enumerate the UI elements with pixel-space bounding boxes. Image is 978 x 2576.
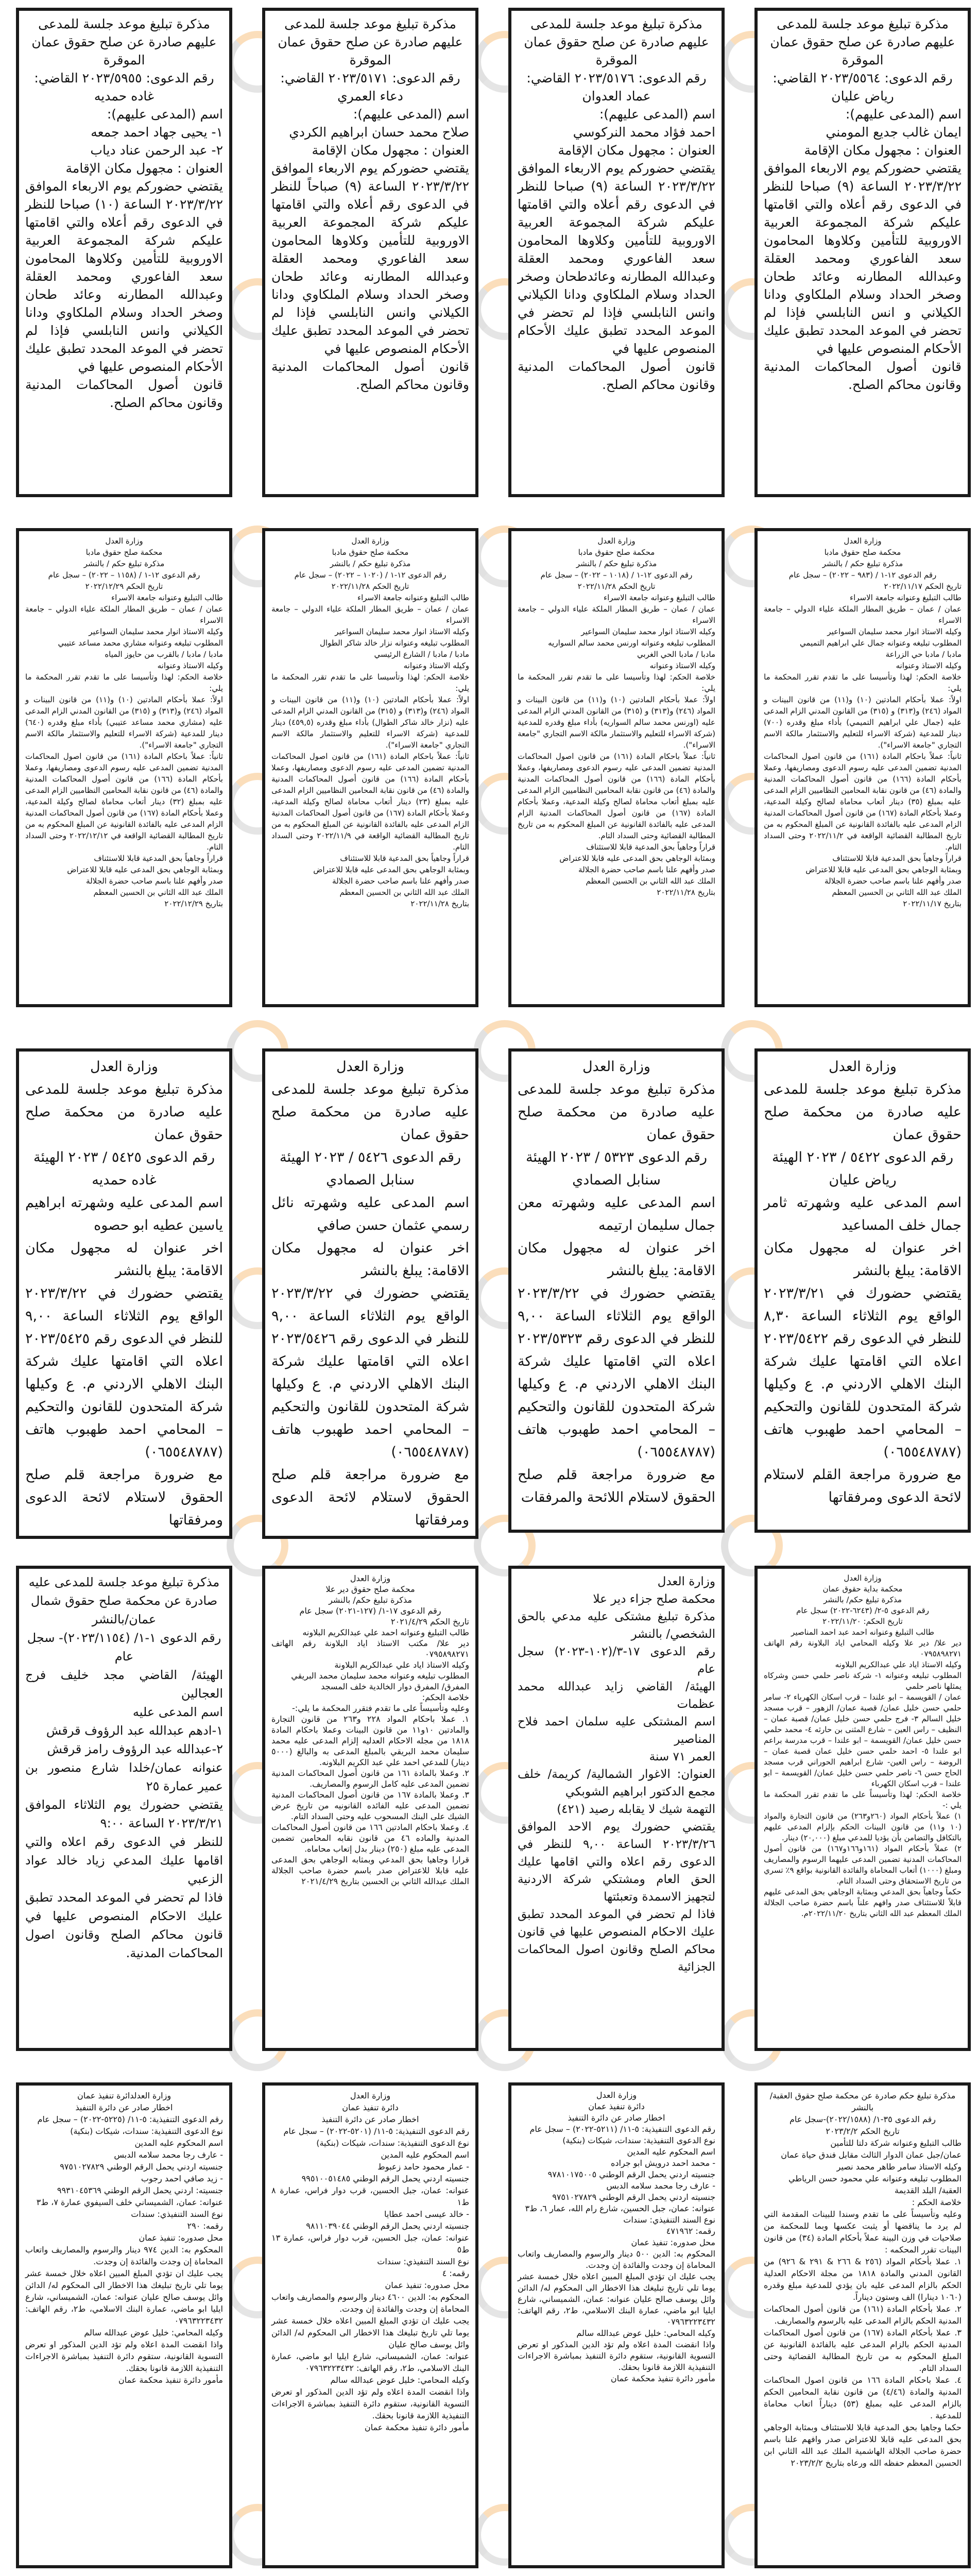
notice-heading-line: رياض عليان [829, 1172, 897, 1188]
notice-text-line: - عارف رجا محمد سلامه الدبس [114, 2150, 223, 2160]
notice-text-line: صدر وأفهم علنا باسم صاحب حضرة الجلالة [578, 865, 715, 874]
notice-text-line: اسم المحكوم عليه المدين [627, 2147, 715, 2157]
notice-text-line: عمان / عمان – طريق المطار الملكة علياء الدولي – جامعة الاسراء [518, 604, 715, 625]
notice-text-line: - عارف رجا محمد سلامه الدبس [606, 2181, 715, 2191]
notice-text-line: مذكرة تبليغ موعد جلسة للمدعى عليه صادرة من محكمة صلح حقوق عمان [25, 1081, 223, 1143]
notice-heading-line: مذكرة تبليغ حكم/ بالنشر [329, 1595, 412, 1605]
notice-text-line: مادبا / مادبا الحي الغربي [637, 650, 715, 659]
notice-text-line: قرارا وجاهيا بحق المدعي وبمثابه الوجاهي بحق المدعى عليه قابلا للاعتراض صدر باسم حضرة صاحب الجلالة الملك عبدالله الثاني بن الحسين بتاريخ ٢٠٢١/٤/٢٩ [271, 1855, 469, 1886]
notice-text-line: اخر عنوان له مجهول مكان الاقامة: يبلغ بالنشر [764, 1240, 962, 1279]
notice-text-line: يقتضي حضوركم يوم الاربعاء الموافق ٢٠٢٣/٣/٢٢ الساعة (٩) صباحا للنظر في الدعوى رقم أعلاه والتي اقامتها عليكم شركة المجموعة العربية الاوروبية للتأمين وكلاوها المحامون سعد الفاعوري ومحمد العقلة وعبدالله المطارنه وعائدطحان وصخر الحداد وسلام الملكاوي ودانا الكيلاني وانس النابلسي فإذا لم تحضر في الموعد المحدد تطبق عليك الأحكام المنصوص عليها في [518, 161, 715, 356]
legal-notice [508, 1048, 725, 1533]
notice-text-line: عنوانه: عمان، جبل الحسين، قرب دوار فراس، عمارة ٨ ط١ [271, 2185, 469, 2207]
notice-text-line: وكيله المحامي: خليل عوض عبدالله سالم [84, 2328, 223, 2337]
notice-text-line: عمان / عمان – طريق المطار الملكة علياء الدولي – جامعة الاسراء [764, 604, 962, 625]
notice-text-line: جنسيته اردني يحمل الرقم الوطني ٩٧٨١٠١٧٥٠٠٥ [547, 2170, 715, 2179]
notice-heading-line: رقم الدعوى: ٢٠٢٣/٥٩٥٥ القاضي: غاده حمديه [34, 71, 214, 104]
notice-heading-line: رقم الدعوى ١٢-١ / (١١٥٨ – ٢٠٢٢) – سجل عام [48, 570, 200, 580]
legal-notice [754, 8, 971, 497]
notice-heading-line: محكمة صلح حقوق مادبا [332, 548, 409, 557]
notice-text-line: طالب التبليغ وعنوانه جامعة الاسراء [850, 593, 962, 602]
notice-text-line: ٤. عملا باحكام المادة ١٦٦ من قانون اصول المحاكمات المدنية والمادة (٤/٤٦) من قانون نقابة المحامين الحكم بالزام المدعى عليه بمبلغ (٥٣) ديناراً اتعاب محاماة للمدعية . [764, 2375, 962, 2420]
notice-text-line: - عمار محمود حامد زعبوط [378, 2162, 469, 2172]
notice-text-line: اولاً: عملا بأحكام المادتين (١٠) و(١١) من قانون البينات و المواد (٢٤٦) و(٣١٣) و (٣١٥) من القانون المدني الزام المدعى عليه (نزار خالد شاكر الطوال) بأداء مبلغ وقدره (٤٥٩,٥) دينار للمدعية (شركة الاسراء للتعليم والاستثمار مالكة الاسم التجاري "جامعة الاسراء"). [271, 695, 469, 750]
notice-text-line: وكيله الاستاذ اياد علي عبدالكريم البلاونه [835, 1660, 962, 1669]
notice-text-line: يجب عليك ان تؤدي المبلغ المبين اعلاه خلال خمسة عشر يوما تلي تاريخ تبليغك هذا الاخطار الى المحكوم له/ الدائن وائل يوسف صالح عليان عنوانه: عمان، الشميساني، شارع ايليا ابو ماضي، عمارة البنك الاسلامي، ط٢، رقم الهاتف: ٠٧٩٦٣٢٢٣٤٣٢ [25, 2268, 223, 2326]
notice-text-line: اسم المشتكى عليه سلمان احمد فلاح المناصير [518, 1715, 715, 1746]
notice-text-line: نوع الدعوى التنفيذية: سندات، شيكات (بنكية) [562, 2136, 715, 2145]
notice-text-line: المطلوب تبليغه وعنوانه مشاري محمد مساعد عتيبي [58, 638, 223, 648]
notice-heading-line: مذكرة تبليغ حكم / بالنشر [822, 559, 903, 568]
notice-text-line: الملك عبد الله الثاني بن الحسين المعظم [339, 888, 469, 897]
notice-text-line: قراراً وجاهياً بحق المدعية قابلا للاستئناف [832, 854, 962, 863]
notice-text-line: عمان / عمان – طريق المطار الملكة علياء الدولي – جامعة الاسراء [271, 604, 469, 625]
notice-text-line: جنسيته اردني يحمل الرقم الوطني ٩٨١١٠٣٩٠٤٤ [306, 2221, 469, 2231]
notice-text-line: وكيله الاستاذ انوار محمد سليمان السواعير [89, 627, 223, 636]
notice-heading-line: محكمة صلح حقوق مادبا [85, 548, 163, 557]
legal-notice [754, 2082, 971, 2568]
notice-text-line: قراراً وجاهياً بحق المدعية قابلا للاستئناف [586, 842, 715, 852]
notice-text-line: ١- يحيى جهاد احمد جمعه [91, 125, 223, 140]
notice-text-line: وكيله الاستاذ انوار محمد سليمان السواعير [827, 627, 962, 636]
notice-heading-line: مذكرة تبليغ موعد جلسة للمدعى عليهم صادرة عن صلح حقوق عمان الموقرة [524, 16, 709, 67]
legal-notice [754, 1566, 971, 2051]
notice-text-line: وكيله المحامي: خليل عوض عبدالله سالم [576, 2328, 715, 2338]
legal-notice [16, 1048, 232, 1539]
notice-text-line: مع ضرورة مراجعة قلم صلح الحقوق لاستلام لائحة الدعوى ومرفقاتها [25, 1467, 223, 1528]
notice-text-line: مع ضرورة مراجعة القلم لاستلام لائحة الدعوى ومرفقاتها [764, 1467, 962, 1505]
notice-heading-line: اخطار صادر عن دائرة التنفيذ [568, 2113, 665, 2123]
notice-text-line: احمد فؤاد محمد النركوسي [573, 125, 715, 140]
notice-heading-line: وزارة العدل [844, 536, 882, 546]
legal-notice [508, 528, 725, 1007]
notice-heading-line: رقم الدعوى ٥-٢/ (٦٢٤٣-٢٠٢٢) سجل عام [796, 1606, 929, 1615]
legal-notice [508, 8, 725, 497]
notice-text-line: عمان/جبل عمان الدوار الثالث مقابل فندق حياة عمان [781, 2150, 962, 2160]
notice-text-line: اولاً: عملا بأحكام المادتين (١٠) و(١١) من قانون البينات و المواد (٢٤٦) و(٣١٣) و (٣١٥) من القانون المدني الزام المدعى عليه (مشاري محمد مساعد عتيبي) بأداء مبلغ وقدره (٦٤٠) دينار للمدعية (شركة الاسراء للتعليم والاستثمار مالكة الاسم التجاري "جامعة الاسراء"). [25, 695, 223, 750]
notice-text-line: طالب التبليغ وعنوانه جامعة الاسراء [357, 593, 469, 602]
notice-heading-line: رقم الدعوى ٥٣٢٣ / ٢٠٢٣ الهيئة [526, 1149, 707, 1165]
notice-text-line: يقتضي حضورك في ٢٠٢٣/٣/٢٢ الواقع يوم الثلاثاء الساعة ٩,٠٠ للنظر في الدعوى رقم ٢٠٢٣/٥٤٢٥ اعلاه التي اقامتها عليك شركة البنك الاهلي الاردني م. ع وكيلها شركة المتحدون للقانون والتحكيم – المحامي احمد طهبوب هاتف (٠٦٥٥٤٨٧٨٧) [25, 1285, 223, 1460]
notice-text-line: واذا انقضت المدة اعلاه ولم تؤد الدين المذكور او تعرض التسوية القانونية، ستقوم دائرة التنفيذ بمباشرة الاجراءات التنفيذية اللازمة قانونا بحقك. [271, 2387, 469, 2420]
legal-notice [262, 1566, 478, 2051]
notice-heading-line: وزارة العدل [582, 1059, 650, 1075]
notice-text-line: رقم الدعوى التنفيذية: ٥-١١/ (٥٢٢٥-٢٠٢٢) – سجل عام [37, 2114, 223, 2124]
notice-text-line: المحكوم به: الدين ٥٠٠ دينار والرسوم والمصاريف واتعاب المحاماة إن وجدت والفائدة إن وجدت. [518, 2249, 715, 2270]
notice-text-line: مأمور دائرة تنفيذ محكمة عمان [118, 2375, 223, 2385]
notice-text-line: وكيله الاستاذ وعنوانه [649, 661, 715, 670]
notice-text-line: مأمور دائرة تنفيذ محكمة عمان [610, 2374, 715, 2383]
notice-text-line: المطلوب تبليغه وعنوانه ١- شركة ناصر حلمي حسن وشركاه يمثلها ناصر حلمي [764, 1671, 962, 1691]
notice-heading-line: رقم الدعوى: ٢٠٢٣/٥١٧١ القاضي: دعاء العمري [280, 71, 460, 104]
notice-text-line: مذكرة تبليغ موعد جلسة للمدعى عليه صادرة من محكمة صلح حقوق عمان [764, 1081, 962, 1143]
notice-heading-line: رقم الدعوى ١٧-١/ (١٢٧-٢٠٢١) سجل عام [299, 1606, 441, 1616]
notice-text-line: بتاريخ ٢٠٢٢/١١/١٧ [903, 899, 962, 908]
notice-text-line: يقتضي حضوركم يوم الاربعاء الموافق ٢٠٢٣/٣/٢٢ الساعة (٩) صباحاً للنظر في الدعوى رقم أعلاه والتي اقامتها عليكم شركة المجموعة العربية الاوروبية للتأمين وكلاوها المحامون سعد الفاعوري ومحمد العقلة وعبدالله المطارنه وعائد طحان وصخر الحداد وسلام الملكاوي ودانا الكيلاني وانس النابلسي فإذا لم تحضر في الموعد المحدد تطبق عليك الأحكام المنصوص عليها في [271, 161, 469, 356]
notice-text-line: العنوان : مجهول مكان الإقامة [65, 161, 223, 176]
notice-text-line: جنسيته: اردني يحمل الرقم الوطني ٩٩٣١٠٤٥٣٦٩ [57, 2185, 223, 2195]
notice-heading-line: مذكرة تبليغ موعد جلسة للمدعى عليهم صادرة عن صلح حقوق عمان الموقرة [31, 16, 217, 67]
notice-heading-line: محكمة بداية حقوق عمان [822, 1584, 903, 1594]
notice-text-line: وكيله الاستاذ سامر طاهر محمد نصير [836, 2162, 962, 2172]
notice-text-line: ١) عملاً بأحكام المواد (٢٦٠و٢٦٣) من قانون التجارة والمواد (١٠ و١١) من قانون البينات الحكم بإلزام المدعى عليهم بالتكافل والتضامن بأن يؤديا للمدعي مبلغ (٢٠,٠٠٠) دينار. [764, 1811, 962, 1842]
notice-text-line: ٢) عملاً بأحكام المواد (١٦١و١٦٦و١٦٧) من قانون أصول المحاكمات المدنية تضمين المدعى عليهما الرسوم والمصاريف ومبلغ (١٠٠٠) أتعاب المحاماة والفائدة القانونية بواقع ٩٪ تسري من تاريخ الاستحقاق وحتى السداد التام. [764, 1844, 962, 1886]
notice-text-line: وبمثابة الوجاهي بحق المدعى عليه قابلا للاعتراض [67, 865, 223, 874]
notice-text-line: صدر وأفهم علنا باسم صاحب حضرة الجلالة [825, 876, 962, 886]
notice-heading-line: اخطار صادر عن دائرة التنفيذ [75, 2103, 173, 2112]
notice-text-line: محل صدوره: تنفيذ عمان [385, 2280, 469, 2290]
notice-text-line: عنوانه: عمان، الشميساني، شارع ايليا ابو ماضي، عمارة البنك الاسلامي، ط٢، رقم الهاتف: ٠٧٩٦٣٢٢٣٤٣٢ [271, 2351, 469, 2373]
notice-heading-line: وزارة العدل [350, 1573, 391, 1583]
legal-notice [754, 528, 971, 1007]
notice-text-line: رقمه: ٤٧١٩٦٢ [666, 2226, 715, 2236]
notice-heading-line: رقم الدعوى ٥٤٢٦ / ٢٠٢٣ الهيئة [280, 1149, 461, 1165]
notice-text-line: الملك عبد الله الثاني بن الحسين المعظم [832, 888, 962, 897]
notice-heading-line: اخطار صادر عن دائرة التنفيذ [321, 2114, 419, 2124]
notice-text-line: قراراً وجاهياً بحق المدعية قابلا للاستئناف [340, 854, 469, 863]
notice-text-line: نوع السند التنفيذي: سندات [377, 2257, 469, 2266]
notice-text-line: عنوانه عمان/خلدا شارع منصور بن عمير عمارة ٢٥ [25, 1760, 223, 1793]
notice-text-line: اخر عنوان له مجهول مكان الاقامة: يبلغ بالنشر [518, 1240, 715, 1279]
notice-heading-line: وزارة العدلدائرة تنفيذ عمان [77, 2091, 171, 2100]
legal-notice [16, 2082, 232, 2568]
notice-text-line: مذكرة تبليغ موعد جلسة للمدعى عليه صادرة من محكمة صلح حقوق عمان [271, 1081, 469, 1143]
notice-text-line: عنوانه: عمان، الشميساني خلف السيفوي عمارة ٧، ط٣ [36, 2197, 223, 2207]
notice-text-line: العنوان : مجهول مكان الإقامة [312, 143, 469, 158]
notice-text-line: طالب التبليغ وعنوانه احمد علي عبدالكريم البلاونه [302, 1628, 469, 1637]
notice-heading-line: محكمة صلح حقوق مادبا [578, 548, 655, 557]
notice-text-line: اولاً: عملا بأحكام المادتين (١٠) و(١١) من قانون البينات و المواد (٢٤٦) و(٣١٣) و (٣١٥) من القانون المدني الزام المدعى عليه (جمال علي ابراهيم التميمي) بأداء مبلغ وقدره (٧٠٠) دينار للمدعية (شركة الاسراء للتعليم والاستثمار مالكة الاسم التجاري "جامعة الاسراء"). [764, 695, 962, 750]
notice-text-line: خلاصة الحكم: لهذا وتأسيسا على ما تقدم تقرر المحكمة ما يلي: [25, 672, 223, 693]
notice-text-line: مذكرة تبليغ مشتكى عليه مدعي بالحق الشخصي/ بالنشر [518, 1610, 715, 1641]
notice-heading-line: رقم الدعوى ١٢-١ / (١٠٢٠ – ٢٠٢٢) – سجل عام [294, 570, 447, 580]
notice-text-line: وكيله الاستاذ اياد علي عبدالكريم البلاونة [334, 1660, 469, 1670]
notice-text-line: تاريخ الحكم ٢٠٢٢/١١/١٧ [884, 582, 962, 591]
notice-text-line: وزارة العدل [657, 1575, 715, 1588]
notice-text-line: حكما وجاهيا بحق المدعية قابلا للاستئناف وبمثابة الوجاهي بحق المدعى عليه قابلا للاعتراض صدر وافهم علنا باسم حضرة صاحب الجلالة الهاشمية الملك عبد الله الثاني ابن الحسين المعظم حفظه الله ورعاه بتاريخ ٢٠٢٣/٢/٢ [764, 2422, 962, 2468]
notice-text-line: ٢. عملا بأحكام المادة (١٦١) من قانون أصول المحاكمات المدنية الحكم بالزام المدعى عليه بالرسوم والمصاريف. [764, 2304, 962, 2326]
notice-text-line: خلاصة الحكم: [422, 1692, 469, 1702]
notice-heading-line: محكمة صلح حقوق مادبا [824, 548, 901, 557]
notice-text-line: المطلوب تبليغه وعنوانه نزار خالد شاكر الطوال [319, 638, 469, 648]
notice-heading-line: رقم الدعوى ٣٥-١/ (٢٠٢٢/١٥٨٨)-سجل عام [790, 2114, 936, 2124]
notice-text-line: خلاصة الحكم: لهذا وتأسيساً على ما تقدم تقرر المحكمة ما يلي :- [764, 1790, 962, 1810]
notice-heading-line: رقم الدعوى ١٢-١ / (١٠١٨ – ٢٠٢٢) – سجل عام [540, 570, 693, 580]
notice-text-line: وبمثابة الوجاهي بحق المدعى عليه قابلا للاعتراض [805, 865, 962, 874]
notice-text-line: وكيله المحامي: خليل عوض عبدالله سالم [330, 2375, 469, 2385]
notice-text-line: يقتضي حضورك يوم الثلاثاء الموافق ٢٠٢٣/٣/٢١ الساعة ٩:٠٠ [25, 1798, 223, 1831]
notice-text-line: المطلوب تبليغه وعنوانه جمال علي ابراهيم التميمي [799, 638, 962, 648]
notice-text-line: ثانياً: عملاً باحكام المادة (١٦١) من قانون اصول المحاكمات المدنية تضمين المدعى عليه رسوم الدعوى ومصاريفها، وعملا بأحكام المادة (١٦٦) من قانون أصول المحاكمات المدنية والمادة (٤٦) من قانون نقابة المحامين النظاميين الزام المدعى عليه بمبلغ (٣٥) دينار أتعاب محاماة لصالح وكيلة المدعية، وعملا بأحكام المادة (١٦٧) من قانون أصول المحاكمات المدنية الزام المدعى عليه بالفائدة القانونية عن المبلغ المحكوم به من تاريخ المطالبة القضائية الواقعة في ٢٠٢٢/١١/٢ وحتى السداد التام. [764, 752, 962, 852]
notice-text-line: المحكوم به: الدين ٤٦٠٠ دينار والرسوم والمصاريف واتعاب المحاماة إن وجدت والفائدة إن وجدت. [271, 2292, 470, 2314]
notice-heading-line: رقم الدعوى: ٢٠٢٣/٥٥٦٤ القاضي: رياض عليان [773, 71, 953, 104]
notice-text-line: المحكوم به: الدين ٩٧٤ دينار والرسوم والمصاريف واتعاب المحاماة إن وجدت والفائدة إن وجدت. [25, 2245, 223, 2266]
notice-text-line: اسم المدعى عليه [132, 1705, 223, 1719]
notice-text-line: وكيله الاستاذ وعنوانه [157, 661, 223, 670]
notice-text-line: ١-ادهم عبدالله عبد الرؤوف قرقش [46, 1723, 223, 1738]
notice-text-line: مع ضرورة مراجعة قلم صلح الحقوق لاستلام اللائحة والمرفقات [518, 1467, 715, 1505]
notice-text-line: عمان / القويسمة – ابو علندا – قرب اسكان الكهرباء ٢- سامر حلمي حسن خليل عمان/ قصبة عمان/ الزهور – قرب مسجد خليل السالم ٣- فرج حلمي حسن خليل عمان/ قصبة عمان – النظيف – راس العين – شارع المثنى بن حارثه ٤- محمد حلمي حسن خليل عمان/ القويسمة – ابو علندا – قرب مدرسة براعم ابو علندا ٥- احمد حلمي حسن خليل عمان قصبة عمان – الروضة – راس العين- شارع ابراهيم الحوراني قرب مسجد الحاج حسن ٦- ناصر حلمي حسن خليل عمان/ القويسمة – ابو علندا – قرب اسكان الكهرباء [764, 1692, 962, 1788]
notice-text-line: العنوان : مجهول مكان الإقامة [558, 143, 715, 158]
notice-heading-line: وزارة العدل [105, 536, 143, 546]
notice-text-line: مادبا / مادبا / الشارع الرئيسي [374, 650, 469, 659]
notice-text-line: خلاصة الحكم : [912, 2197, 962, 2207]
notice-text-line: حكماً وجاهياً بحق المدعي وبمثابة الوجاهي بحق المدعى عليهم قابلاً للاستئناف صدر وافهم علناً باسم حضرة صاحب الجلالة الملك المعظم عبد الله الثاني بتاريخ ٢٠٢٢/١١/٢٠م. [764, 1887, 962, 1918]
notice-heading-line: مذكرة تبليغ موعد جلسة للمدعى عليهم صادرة عن صلح حقوق عمان الموقرة [278, 16, 463, 67]
notice-text-line: ثانياً: عملاً باحكام المادة (١٦١) من قانون اصول المحاكمات المدنية تضمين المدعى عليه رسوم الدعوى ومصاريفها، وعملا بأحكام المادة (١٦٦) من قانون أصول المحاكمات المدنية والمادة (٤٦) من قانون نقابة المحامين النظاميين الزام المدعى عليه بمبلغ (٢٣) دينار أتعاب محاماة لصالح وكيلة المدعية، وعملا بأحكام المادة (١٦٧) من قانون أصول المحاكمات المدنية الزام المدعى عليه بالفائدة القانونية عن المبلغ المحكوم به من تاريخ المطالبة القضائية الواقعة في ٢٠٢٢/١١/٩ وحتى السداد التام. [271, 752, 470, 852]
notice-text-line: نوع الدعوى التنفيذية: سندات، شيكات (بنكية) [70, 2126, 223, 2136]
notice-heading-line: مذكرة تبليغ حكم / بالنشر [576, 559, 657, 568]
notice-text-line: واذا انقضت المدة اعلاه ولم تؤد الدين المذكور او تعرض التسوية القانونية، ستقوم دائرة التنفيذ بمباشرة الاجراءات التنفيذية اللازمة قانونا بحقك. [518, 2340, 715, 2372]
notice-text-line: ٢- عبد الرحمن عناد دياب [90, 143, 223, 158]
notice-heading-line: مذكرة تبليغ موعد جلسة للمدعى عليه صادرة عن محكمة صلح حقوق شمال عمان/بالنشر [28, 1575, 220, 1626]
legal-notice [16, 528, 232, 1007]
legal-notice [16, 8, 232, 497]
notice-text-line: قانون أصول المحاكمات المدنية وقانون محاكم الصلح. [25, 377, 223, 410]
notice-text-line: فاذا لم تحضر في الموعد المحدد تطبق عليك الاحكام المنصوص عليها في قانون محاكم الصلح وقانون اصول المحاكمات المدنية. [25, 1890, 223, 1960]
notice-text-line: العمر ٧١ سنة [649, 1750, 715, 1764]
notice-text-line: ٤. وعملا باحكام المادتين ١٦٦ من قانون أصول المحاكمات المدنية والماده ٤٦ من قانون نقابه المحامين تضمين المدعى عليه مبلغ (٢٥٠) دينار بدل إتعاب محاماه. [271, 1822, 470, 1854]
notice-text-line: محل صدوره: تنفيذ عمان [139, 2233, 223, 2243]
notice-heading-line: وزارة العدل [336, 1059, 404, 1075]
notice-text-line: - زيد صافي احمد رجوب [141, 2174, 223, 2183]
notice-heading-line: رقم الدعوى ٥٤٢٢ / ٢٠٢٣ الهيئة [772, 1149, 953, 1165]
notice-heading-line: وزارة العدل [351, 536, 389, 546]
notice-text-line: طالب التبليغ وعنوانه جامعة الاسراء [111, 593, 223, 602]
notice-text-line: نوع السند التنفيذي: سندات [623, 2215, 715, 2225]
notice-text-line: صلاح محمد حسان ابراهيم الكردي [289, 125, 469, 140]
notice-heading-line: وزارة العدل [350, 2091, 391, 2100]
notice-text-line: مادبا / مادبا / بالقرب من حايوز المياه [105, 650, 223, 659]
notice-text-line: صدر وأفهم علنا باسم صاحب حضرة الجلالة [86, 876, 223, 886]
legal-notice [16, 1566, 232, 2051]
notice-heading-line: طالب التبليغ وعنوانه احمد عبد احمد المناصير [791, 1628, 934, 1637]
notice-text-line: قراراً وجاهياً بحق المدعية قابلا للاستئناف [94, 854, 223, 863]
notice-text-line: مذكرة تبليغ موعد جلسة للمدعى عليه صادرة من محكمة صلح حقوق عمان [518, 1081, 715, 1143]
notice-text-line: مع ضرورة مراجعة قلم صلح الحقوق لاستلام لائحة الدعوى ومرفقاتها [271, 1467, 469, 1528]
notice-text-line: اسم (المدعى عليهم): [107, 107, 223, 122]
notice-heading-line: وزارة العدل [844, 1573, 882, 1583]
notice-heading-line: رقم الدعوى ٥٤٢٥ / ٢٠٢٣ الهيئة [33, 1149, 215, 1165]
notice-text-line: خلاصة الحكم: لهذا وتأسيسا على ما تقدم تقرر المحكمة ما يلي: [764, 672, 962, 693]
notice-heading-line: مذكرة تبليغ حكم / بالنشر [330, 559, 411, 568]
notice-text-line: طالب التبليغ وعنوانه جامعة الاسراء [604, 593, 715, 602]
notice-text-line: اخر عنوان له مجهول مكان الاقامة: يبلغ بالنشر [271, 1240, 469, 1279]
notice-text-line: اسم (المدعى عليهم): [845, 107, 962, 122]
notice-text-line: اسم المدعى عليه وشهرته معن جمال سليمان ارتيمه [518, 1195, 715, 1233]
notice-heading-line: تاريخ الحكم ٢٠٢٢/١١/٢٨ [577, 582, 656, 591]
notice-text-line: مادبا / مادبا حي الزراعة [885, 650, 962, 659]
notice-heading-line: وزارة العدل [829, 1059, 897, 1075]
notice-text-line: خلاصة الحكم: لهذا وتأسيسا على ما تقدم تقرر المحكمة ما يلي: [518, 672, 715, 693]
notice-text-line: دير علا/ دير علا وكيله المحامي اياد البلاونة رقم الهاتف ٠٧٩٥٨٩٨٢٧١ [764, 1638, 962, 1658]
notice-heading-line: تاريخ الحكم ٢٠٢٢/١١/٢٨ [331, 582, 409, 591]
notice-heading-line: مذكرة تبليغ حكم / بالنشر [83, 559, 165, 568]
notice-text-line: للنظر في الدعوى رقم اعلاه والتي اقامها عليك المدعي زياد خالد عواد الزعبي [25, 1835, 223, 1886]
notice-heading-line: تاريخ الحكم ٢٠٢٢/١٢/٢٩ [85, 582, 163, 591]
notice-text-line: العقبة/ البلد القديمة [894, 2185, 962, 2195]
notice-text-line: ٢-عبدالله عبد الرؤوف رامز قرقش [47, 1742, 223, 1756]
notice-text-line: رقم الدعوى التنفيذية: ٥-١١/ (٥٢٠١-٢٠٢٢) – سجل عام [283, 2126, 469, 2136]
notice-text-line: عنوانه: عمان، جبل الحسين، قرب دوار فراس، عمارة ١٣ ط٥ [271, 2233, 469, 2255]
notice-text-line: خلاصة الحكم: لهذا وتأسيسا على ما تقدم تقرر المحكمة ما يلي: [271, 672, 469, 693]
notice-text-line: ٢. وعملا بالمادة ١٦١ من قانون أصول المحاكمات المدنية تضمين المدعى عليه كامل الرسوم والمصاريف. [271, 1768, 469, 1789]
notice-text-line: تاريخ الحكم ٢٠٢١/٤/٢٩ [390, 1617, 469, 1626]
notice-text-line: التهمة شيك لا يقابله رصيد (٤٢١) [557, 1803, 715, 1816]
legal-notice [508, 2082, 725, 2568]
notice-text-line: وعليه وتأسيساً على ما تقدم فتقرر المحكمة ما يلي:- [292, 1703, 469, 1713]
notice-text-line: نوع الدعوى التنفيذية: سندات، شيكات (بنكية) [316, 2138, 469, 2148]
notice-text-line: صدر وأفهم علنا باسم صاحب حضرة الجلالة [332, 876, 469, 886]
notice-text-line: اسم المدعى عليه وشهرته ثامر جمال خلف المساعيد [764, 1195, 962, 1233]
notice-text-line: المطلوب تبليغه وعنوانه اورنس محمد سالم السواريه [548, 638, 715, 648]
notice-heading-line: وزارة العدل [596, 2090, 637, 2100]
notice-text-line: اسم المدعى عليه وشهرته ابراهيم ياسين عطيه ابو حصوه [25, 1195, 223, 1233]
notice-text-line: جنسيته اردني يحمل الرقم الوطني ٩٧٥١٠٢٧٨٢٩ [552, 2192, 715, 2202]
notice-heading-line: رقم الدعوى: ٢٠٢٣/٥١٧٦ القاضي: عماد العدوان [526, 71, 707, 104]
notice-text-line: وبمثابة الوجاهي بحق المدعى عليه قابلا للاعتراض [313, 865, 469, 874]
notice-text-line: قانون أصول المحاكمات المدنية وقانون محاكم الصلح. [764, 359, 962, 392]
notice-text-line: رقمه: ٤ [442, 2268, 469, 2278]
legal-notice [262, 1048, 478, 1539]
notice-text-line: ١. عملا باحكام المواد ٢٢٨ و٢٦٣ من قانون التجارة والمادتين ١٠و١١ من قانون البينات وعملا باحكام المادة ١٨١٨ من مجله الاحكام العدليه إلزام المدعى عليه محمد سليمان محمد البريقي بالمبلغ المدعى به والبالغ (٥٠٠٠ دينار) للمدعي احمد علي عبد الكريم البلاونه. [271, 1714, 470, 1767]
notice-heading-line: رقم الدعوى ١-١/ (٢٠٢٣/١١٥٤)- سجل عام [27, 1631, 221, 1664]
notice-text-line: قانون أصول المحاكمات المدنية وقانون محاكم الصلح. [518, 359, 715, 392]
notice-text-line: اخر عنوان له مجهول مكان الاقامة: يبلغ بالنشر [25, 1240, 223, 1279]
notice-text-line: اسم المحكوم عليه المدين [381, 2150, 469, 2160]
notice-text-line: رقم الدعوى ١٧-٣/(١٠٢-٢٠٢٣) سجل عام [518, 1645, 716, 1676]
notice-text-line: ثانياً: عملاً باحكام المادة (١٦١) من قانون اصول المحاكمات المدنية تضمين المدعى عليه رسوم الدعوى ومصاريفها، وعملا بأحكام المادة (١٦٦) من قانون أصول المحاكمات المدنية والمادة (٤٦) من قانون نقابة المحامين النظاميين الزام المدعى عليه بمبلغ (٣٢) دينار أتعاب محاماة لصالح وكيلة المدعية، وعملا بأحكام المادة (١٦٧) من قانون أصول المحاكمات المدنية الزام المدعى عليه بالفائدة القانونية عن المبلغ المحكوم به من تاريخ المطالبة القضائية الواقعة في ٢٠٢٢/١٢/١٢ وحتى السداد التام. [25, 752, 224, 852]
notice-text-line: وكيله الاستاذ وعنوانه [403, 661, 469, 670]
notice-heading-line: سنابل الصمادي [572, 1172, 661, 1188]
notice-text-line: يقتضي حضوركم يوم الاربعاء الموافق ٢٠٢٣/٣/٢٢ الساعة (١٠) صباحا للنظر في الدعوى رقم أعلاه والتي اقامتها عليكم شركة المجموعة العربية الاوروبية للتأمين وكلاوها المحامون سعد الفاعوري ومحمد العقلة وعبدالله المطارنه وعائد طحان وصخر الحداد وسلام الملكاوي ودانا الكيلاني وانس النابلسي فإذا لم تحضر في الموعد المحدد تطبق عليك الأحكام المنصوص عليها في [25, 179, 223, 374]
notice-text-line: ١. عملا بأحكام المواد (٢٥٦ & ٢٦٦ & ٢٩١ & ٩٢٦) من القانون المدني والمادة ١٨١٨ من مجلة الاحكام العدلية الحكم بالزام المدعى عليه بان يؤدي للمدعية مبلغ وقدره (١٠٦٠ دينارا) الف وستون ديناراً. [764, 2257, 962, 2302]
notice-text-line: بتاريخ ٢٠٢٢/١٢/٢٩ [164, 899, 223, 908]
notice-text-line: الملك عبد الله الثاني بن الحسين المعظم [586, 876, 715, 886]
legal-notice [262, 2082, 478, 2568]
notice-text-line: يقتضي حضورك يوم الاحد الموافق ٢٠٢٣/٣/٢٦ الساعة ٩,٠٠ للنظر في الدعوى رقم اعلاه والتي اقامها عليك الحق العام ومشتكي شركة الاردنية لتجهيز الاسمدة وتعبئتها [518, 1820, 715, 1904]
notice-text-line: اسم المدعى عليه وشهرته نائل رسمي عثمان حسن صافي [271, 1195, 469, 1233]
notice-text-line: محل صدوره: تنفيذ عمان [631, 2238, 715, 2247]
notice-text-line: مأمور دائرة تنفيذ محكمة عمان [364, 2422, 469, 2432]
notice-text-line: فاذا لم تحضر في الموعد المحدد تطبق عليك الاحكام المنصوص عليها في قانون محاكم الصلح وقانون اصول المحاكمات الجزائية [518, 1908, 715, 1974]
notice-text-line: المفرق/ المفرق دوار الخالدية خلف المسجد [321, 1682, 469, 1691]
notice-text-line: يجب عليك ان تؤدي المبلغ المبين اعلاه خلال خمسة عشر يوما تلي تاريخ تبليغك هذا الاخطار الى المحكوم له/ الدائن وائل يوسف صالح عليان عنوانه: عمان، الشميساني، شارع ايليا ابو ماضي، عمارة البنك الاسلامي، ط٢، رقم الهاتف: ٠٧٩٦٣٢٢٣٤٣٢ [518, 2272, 715, 2327]
notice-text-line: اولاً: عملا بأحكام المادتين (١٠) و(١١) من قانون البينات و المواد (٢٤٦) و(٣١٣) و (٣١٥) من القانون المدني الزام المدعى عليه (اورنس محمد سالم السواريه) بأداء مبلغ وقدره للمدعية (شركة الاسراء للتعليم والاستثمار مالكة الاسم التجاري "جامعة الاسراء"). [518, 695, 715, 750]
notice-text-line: رقم الدعوى التنفيذية: ٥-١١/ (٥٢١١-٢٠٢٢) – سجل عام [529, 2124, 715, 2134]
notice-heading-line: وزارة العدل [90, 1059, 158, 1075]
notice-text-line: المطلوب تبليغه وعنوانه علي محمود حسن الرياطي [788, 2174, 962, 2183]
legal-notice [262, 8, 478, 497]
notice-text-line: وكيله الاستاذ انوار محمد سليمان السواعير [335, 627, 469, 636]
notice-heading-line: دائرة تنفيذ عمان [342, 2103, 399, 2112]
notice-text-line: وبمثابة الوجاهي بحق المدعى عليه قابلا للاعتراض [559, 854, 715, 863]
legal-notice [262, 528, 478, 1007]
notice-text-line: عنوانه: عمان، جبل الحسين، شارع رام الله، عمار ٦، ط٣ [525, 2204, 715, 2213]
notice-text-line: بتاريخ ٢٠٢٢/١١/٢٨ [410, 899, 469, 908]
notice-heading-line: تاريخ الحكم: ٢٠٢٢/١١/٢٠ [822, 1617, 903, 1626]
notice-text-line: طالب التبليغ وعنوانه شركة دلتا للتأمين [830, 2138, 962, 2148]
notice-heading-line: سنابل الصمادي [326, 1172, 415, 1188]
notice-text-line: رقمه: ٢٩٠ [187, 2221, 223, 2231]
notice-text-line: جنسيته اردني يحمل الرقم الوطني ٩٧٥١٠٢٧٨٢٩ [60, 2162, 223, 2172]
notice-text-line: يقتضي حضورك في ٢٠٢٣/٣/٢٢ الواقع يوم الثلاثاء الساعة ٩,٠٠ للنظر في الدعوى رقم ٢٠٢٣/٥٣٢٣ اعلاه التي اقامتها عليك شركة البنك الاهلي الاردني م. ع وكيلها شركة المتحدون للقانون والتحكيم – المحامي احمد طهبوب هاتف (٠٦٥٥٤٨٧٨٧) [518, 1285, 715, 1460]
notice-heading-line: محكمة صلح حقوق دير علا [325, 1584, 415, 1594]
notice-text-line: واذا انقضت المدة اعلاه ولم تؤد الدين المذكور او تعرض التسوية القانونية، ستقوم دائرة التنفيذ بمباشرة الاجراءات التنفيذية اللازمة قانونا بحقك. [25, 2340, 223, 2373]
notice-text-line: - محمد احمد درويش ابو جراده [611, 2158, 715, 2168]
notice-text-line: يقتضي حضورك في ٢٠٢٣/٣/٢٢ الواقع يوم الثلاثاء الساعة ٩,٠٠ للنظر في الدعوى رقم ٢٠٢٣/٥٤٢٦ اعلاه التي اقامتها عليك شركة البنك الاهلي الاردني م. ع وكيلها شركة المتحدون للقانون والتحكيم – المحامي احمد طهبوب هاتف (٠٦٥٥٤٨٧٨٧) [271, 1285, 469, 1460]
legal-notice [508, 1566, 725, 2051]
notice-heading-line: مذكرة تبليغ حكم صادرة عن محكمة صلح حقوق العقبة/بالنشر [769, 2091, 956, 2112]
notice-text-line: وكيله الاستاذ وعنوانه [896, 661, 962, 670]
notice-text-line: يقتضي حضوركم يوم الاربعاء الموافق ٢٠٢٣/٣/٢٢ الساعة (٩) صباحا للنظر في الدعوى رقم أعلاه والتي اقامتها عليكم شركة المجموعة العربية الاوروبية للتأمين وكلاوها المحامون سعد الفاعوري ومحمد العقلة وعبدالله المطارنه وعائد طحان وصخر الحداد وسلام الملكاوي ودانا الكيلاني و انس النابلسي فإذا لم تحضر في الموعد المحدد تطبق عليك الأحكام المنصوص عليها في [764, 161, 962, 356]
notice-text-line: الملك عبد الله الثاني بن الحسين المعظم [93, 888, 223, 897]
notice-text-line: عمان / عمان – طريق المطار الملكة علياء الدولي – جامعة الاسراء [25, 604, 223, 625]
notice-text-line: العنوان : مجهول مكان الإقامة [804, 143, 962, 158]
notice-text-line: وكيله الاستاذ انوار محمد سليمان السواعير [581, 627, 715, 636]
notice-text-line: المطلوب تبليغه وعنوانه محمد سليمان محمد البريقي [291, 1671, 469, 1681]
notice-text-line: جنسيته اردني يحمل الرقم الوطني ٩٩٥١٠٠٥١٤٨٥ [301, 2174, 469, 2183]
notice-heading-line: غاده حمديه [92, 1172, 157, 1188]
notice-heading-line: تاريخ الحكم ٢٠٢٣/٢/٢ [826, 2126, 900, 2136]
notice-heading-line: وزارة العدل [597, 536, 636, 546]
notice-text-line: ٣. وعملا بالمادة ١٦٧ من قانون أصول المحاكمات المدنية تضمين المدعى عليه الفائده القانونيه من تاريخ عرض الشيك على البنك المسحوب عليه وحتى السداد التام. [271, 1790, 469, 1821]
notice-heading-line: رقم الدعوى ١٢-١ / (٩٨٣ – ٢٠٢٢) – سجل عام [788, 570, 937, 580]
notice-text-line: محكمة صلح جزاء دير علا [593, 1592, 715, 1606]
notice-text-line: قانون أصول المحاكمات المدنية وقانون محاكم الصلح. [271, 359, 469, 392]
notice-text-line: اسم (المدعى عليهم): [353, 107, 469, 122]
notice-text-line: اسم المحكوم عليه المدين [134, 2138, 223, 2148]
notice-text-line: ايمان غالب جديع المومني [826, 125, 962, 140]
notice-text-line: اسم (المدعى عليهم): [599, 107, 715, 122]
notice-text-line: بتاريخ ٢٠٢٢/١١/٢٨ [657, 888, 715, 897]
notice-text-line: وعليه وتأسيساً على ما تقدم وسندا للبينات المقدمة التي لم يرد ما يناقضها أو يثبت عكسها وبما للمحكمة من صلاحيات في وزن البينة عملاً بأحكام المادة (٣٤) من قانون البينات تقرر المحكمه : [764, 2209, 962, 2255]
notice-text-line: الهيئة/ القاضي مجد خليف فرج العجالين [25, 1668, 223, 1701]
notice-text-line: يقتضي حضورك في ٢٠٢٣/٣/٢١ الواقع يوم الثلاثاء الساعة ٨,٣٠ للنظر في الدعوى رقم ٢٠٢٣/٥٤٢٢ اعلاه التي اقامتها عليك شركة البنك الاهلي الاردني م. ع وكيلها شركة المتحدون للقانون والتحكيم – المحامي احمد طهبوب هاتف (٠٦٥٥٤٨٧٨٧) [764, 1285, 962, 1460]
notice-text-line: - خالد عيسى احمد عطايا [384, 2209, 469, 2219]
legal-notice [754, 1048, 971, 1533]
notice-text-line: نوع السند التنفيذي: سندات [131, 2209, 223, 2219]
notice-heading-line: مذكرة تبليغ حكم/ بالنشر [823, 1595, 902, 1604]
notice-text-line: ثانياً: عملاً باحكام المادة (١٦١) من قانون اصول المحاكمات المدنية تضمين المدعى عليه رسوم الدعوى ومصاريفها، وعملا بأحكام المادة (١٦٦) من قانون أصول المحاكمات المدنية والمادة (٤٦) من قانون نقابة المحامين النظاميين الزام المدعى عليه بمبلغ أتعاب محاماة لصالح وكيلة المدعية، وعملا بأحكام المادة (١٦٧) من قانون أصول المحاكمات المدنية الزام المدعى عليه بالفائدة القانونية عن المبلغ المحكوم به من تاريخ المطالبة القضائية وحتى السداد التام. [518, 752, 716, 840]
notice-heading-line: دائرة تنفيذ عمان [588, 2102, 645, 2111]
notice-text-line: الهيئة/ القاضي زايد عبدالله محمد عظمات [518, 1680, 715, 1711]
notice-heading-line: مذكرة تبليغ موعد جلسة للمدعى عليهم صادرة عن صلح حقوق عمان الموقرة [770, 16, 955, 67]
notice-text-line: ٣. عملا بأحكام المادة (١٦٧) من قانون أصول المحاكمات المدنية الحكم بالزام المدعى عليه بالفائدة القانونية عن المبلغ المحكوم به من تاريخ المطالبة القضائية وحتى السداد التام. [764, 2328, 962, 2373]
notice-text-line: دير علا/ مكتب الاستاذ اياد البلاونة رقم الهاتف ٠٧٩٥٨٩٨٢٧١ [271, 1638, 469, 1659]
notice-text-line: يجب عليك ان تؤدي المبلغ المبين اعلاه خلال خمسة عشر يوما تلي تاريخ تبليغك هذا الاخطار الى المحكوم له/ الدائن وائل يوسف صالح عليان [271, 2316, 469, 2349]
notice-text-line: العنوان: الاغوار الشمالية/ كريمة/ خلف مجمع الدكتور ابراهيم الشوبكي [518, 1768, 715, 1799]
